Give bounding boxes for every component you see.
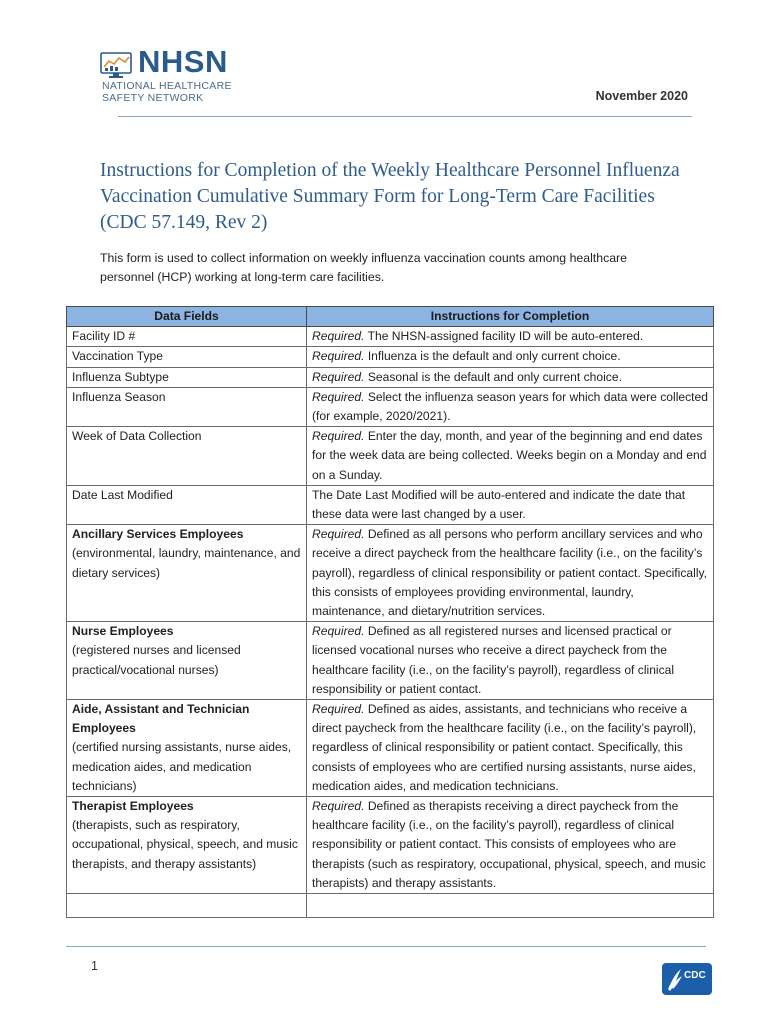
table-row [67, 387, 714, 426]
field-description: (therapists, such as respiratory, occupational, physical, speech, and music therapists, and therapy assistants) [72, 818, 298, 871]
field-cell [67, 525, 307, 622]
instruction-text: Defined as all persons who perform ancillary services and who receive a direct paycheck from the healthcare facility (i.e., on the facility’s payroll), regardless of clinical responsibility or patient contact. Specifically, this consists of employees providing environmental, laundry, maintenance, and dietary/nutrition services. [312, 527, 708, 619]
logo-line-2: SAFETY NETWORK [102, 92, 204, 104]
monitor-chart-icon [100, 52, 134, 80]
field-name: Vaccination Type [67, 347, 307, 367]
required-label: Required. [312, 624, 365, 639]
field-instructions [307, 797, 714, 894]
field-name: Aide, Assistant and Technician Employees [72, 702, 250, 736]
table-row [67, 797, 714, 894]
field-name: Facility ID # [67, 327, 307, 347]
table-row [67, 700, 714, 797]
field-cell [67, 797, 307, 894]
table-row [67, 427, 714, 486]
header-data-fields: Data Fields [67, 307, 307, 327]
field-name: Ancillary Services Employees [72, 527, 244, 542]
field-name: Date Last Modified [67, 485, 307, 524]
data-fields-table [66, 306, 714, 918]
required-label: Required. [312, 527, 365, 542]
field-instructions [307, 387, 714, 426]
instruction-text: Defined as aides, assistants, and technicians who receive a direct paycheck from the healthcare facility (i.e., on the facility’s payroll), regardless of clinical responsibility or patient contact. Specifically, this consists of employees who are certified nursing assistants, nurse aides, medication aides, and medication technicians. [312, 702, 697, 793]
field-instructions [307, 347, 714, 367]
instruction-text: The Date Last Modified will be auto-entered and indicate the date that these data were last changed by a user. [312, 487, 686, 522]
required-label: Required. [312, 369, 365, 384]
field-name: Therapist Employees [72, 799, 194, 814]
field-name: Nurse Employees [72, 624, 174, 639]
field-instructions [307, 485, 714, 524]
field-name: Influenza Season [67, 387, 307, 426]
header-instructions: Instructions for Completion [307, 307, 714, 327]
required-label: Required. [312, 349, 365, 364]
empty-cell [67, 894, 307, 918]
table-row [67, 622, 714, 700]
field-cell [67, 700, 307, 797]
instruction-text: Defined as all registered nurses and licensed practical or licensed vocational nurses who receive a direct paycheck from the healthcare facility (i.e., on the facility’s payroll), regardless of clinical responsibility or patient contact. [312, 624, 675, 696]
table-row [67, 327, 714, 347]
required-label: Required. [312, 702, 365, 717]
footer-divider [66, 946, 706, 947]
field-instructions [307, 525, 714, 622]
field-description: (registered nurses and licensed practical/vocational nurses) [72, 643, 241, 677]
required-label: Required. [312, 429, 365, 444]
document-date: November 2020 [595, 89, 688, 103]
field-name: Week of Data Collection [67, 427, 307, 486]
field-instructions [307, 327, 714, 347]
page-number: 1 [91, 959, 98, 973]
instruction-text: Influenza is the default and only current choice. [364, 349, 621, 364]
field-description: (environmental, laundry, maintenance, and dietary services) [72, 546, 301, 580]
document-title: Instructions for Completion of the Weekly Healthcare Personnel Influenza Vaccination Cumulative Summary Form for Long-Term Care Facilities (CDC 57.149, Rev 2) [100, 160, 680, 233]
instruction-text: Defined as therapists receiving a direct paycheck from the healthcare facility (i.e., on the facility’s payroll), regardless of clinical responsibility or patient contact. This consists of employees who are therapists (such as respiratory, occupational, physical, speech, and music therapists) and therapy assistants. [312, 799, 706, 890]
table-header-row [67, 307, 714, 327]
table-row [67, 485, 714, 524]
table-row-empty [67, 894, 714, 918]
field-name: Influenza Subtype [67, 367, 307, 387]
header-divider [118, 116, 692, 117]
table-row [67, 525, 714, 622]
instruction-text: Enter the day, month, and year of the beginning and end dates for the week data are being collected. Weeks begin on a Monday and end on a Sunday. [312, 429, 707, 482]
instruction-text: Seasonal is the default and only current choice. [364, 369, 622, 384]
logo-subtitle [102, 80, 232, 104]
required-label: Required. [312, 799, 365, 814]
field-instructions [307, 700, 714, 797]
cdc-logo [662, 963, 712, 995]
required-label: Required. [312, 329, 365, 344]
field-instructions [307, 427, 714, 486]
field-cell [67, 622, 307, 700]
logo-line-1: NATIONAL HEALTHCARE [102, 80, 232, 92]
logo-name: NHSN [138, 44, 228, 79]
field-instructions [307, 367, 714, 387]
instruction-text: The NHSN-assigned facility ID will be auto-entered. [364, 329, 644, 344]
intro-paragraph: This form is used to collect information on weekly influenza vaccination counts among healthcare personnel (HCP) working at long-term care facilities. [100, 251, 627, 284]
field-instructions [307, 622, 714, 700]
cdc-logo-text: CDC [684, 970, 706, 981]
empty-cell [307, 894, 714, 918]
required-label: Required. [312, 389, 365, 404]
instruction-text: Select the influenza season years for which data were collected (for example, 2020/2021). [312, 389, 708, 424]
table-row [67, 367, 714, 387]
table-row [67, 347, 714, 367]
nhsn-logo [100, 44, 260, 106]
field-description: (certified nursing assistants, nurse aides, medication aides, and medication technicians) [72, 740, 292, 793]
hhs-eagle-icon [664, 963, 686, 995]
